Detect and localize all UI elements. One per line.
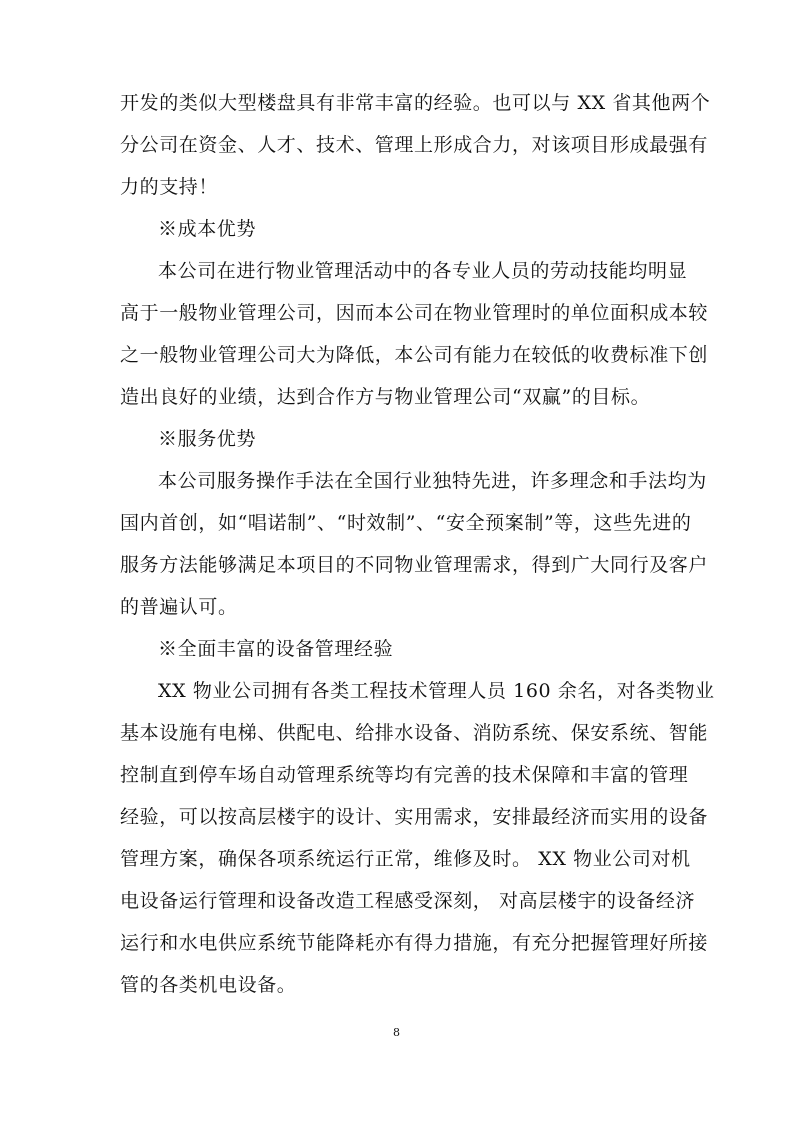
body-text-line: 开发的类似大型楼盘具有非常丰富的经验。也可以与 XX 省其他两个: [120, 92, 711, 114]
body-text-line: 本公司在进行物业管理活动中的各专业人员的劳动技能均明显: [158, 260, 688, 282]
body-text-line: 管理方案，确保各项系统运行正常，维修及时。 XX 物业公司对机: [120, 848, 691, 870]
body-text-line: 经验，可以按高层楼宇的设计、实用需求，安排最经济而实用的设备: [120, 806, 709, 828]
body-text-line: 电设备运行管理和设备改造工程感受深刻， 对高层楼宇的设备经济: [120, 890, 696, 912]
body-text-line: 管的各类机电设备。: [120, 974, 297, 996]
section-heading-equipment-management: ※全面丰富的设备管理经验: [158, 638, 394, 660]
body-text-line: 基本设施有电梯、供配电、给排水设备、消防系统、保安系统、智能: [120, 722, 709, 744]
body-text-line: 服务方法能够满足本项目的不同物业管理需求，得到广大同行及客户: [120, 554, 709, 576]
body-text-line: 国内首创，如“唱诺制”、“时效制”、“安全预案制”等，这些先进的: [120, 512, 692, 534]
page-number: 8: [393, 1026, 400, 1039]
body-text-line: 本公司服务操作手法在全国行业独特先进，许多理念和手法均为: [158, 470, 707, 492]
body-text-line: 运行和水电供应系统节能降耗亦有得力措施，有充分把握管理好所接: [120, 932, 709, 954]
body-text-line: 的普遍认可。: [120, 596, 238, 618]
body-text-line: 高于一般物业管理公司，因而本公司在物业管理时的单位面积成本较: [120, 302, 709, 324]
body-text-line: 造出良好的业绩，达到合作方与物业管理公司“双赢”的目标。: [120, 386, 651, 408]
body-text-line: 控制直到停车场自动管理系统等均有完善的技术保障和丰富的管理: [120, 764, 689, 786]
body-text-line: 力的支持！: [120, 176, 219, 198]
body-text-line: 分公司在资金、人才、技术、管理上形成合力，对该项目形成最强有: [120, 134, 709, 156]
body-text-line: 之一般物业管理公司大为降低，本公司有能力在较低的收费标准下创: [120, 344, 709, 366]
section-heading-service-advantage: ※服务优势: [158, 428, 257, 450]
section-heading-cost-advantage: ※成本优势: [158, 218, 257, 240]
body-text-line: XX 物业公司拥有各类工程技术管理人员 160 余名，对各类物业: [158, 680, 715, 702]
